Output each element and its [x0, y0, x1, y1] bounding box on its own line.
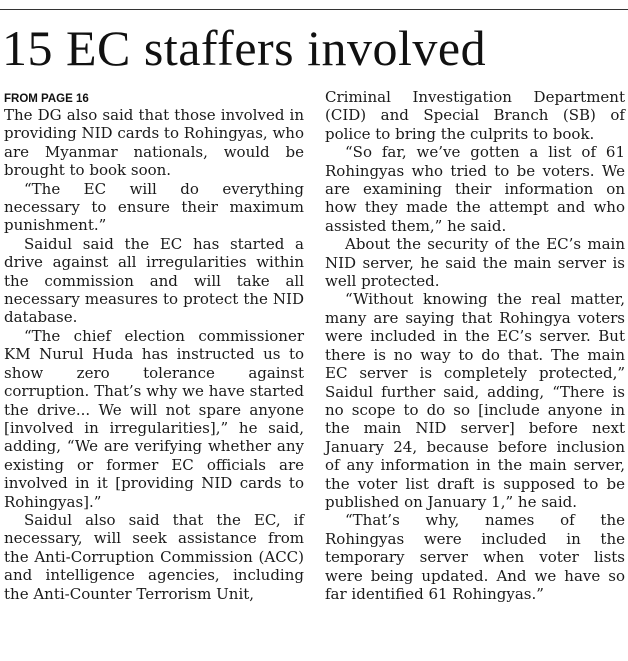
- paragraph: “The EC will do everything necessary to ensure their maximum punishment.”: [4, 179, 304, 235]
- paragraph: “So far, we’ve gotten a list of 61 Rohingyas who tried to be voters. We are examining their information on how they made the attempt and who assisted them,” he said.: [325, 143, 625, 235]
- article-headline: 15 EC staffers involved: [2, 20, 487, 76]
- paragraph: “That’s why, names of the Rohingyas were included in the temporary server when voter lists were being updated. And we have so far identified 61 Rohingyas.”: [325, 511, 625, 603]
- paragraph: Saidul said the EC has started a drive against all irregularities within the commission and will take all necessary measures to protect the NID database.: [4, 234, 304, 327]
- top-rule: [0, 9, 628, 10]
- paragraph: “Without knowing the real matter, many are saying that Rohingya voters were included in the EC’s server. But there is no way to do that. The main EC server is completely protected,” Saidul further said, adding, “There is no scope to do so [include anyone in the main NID server] before next January 24, because before inclusion of any information in the main server, the voter list draft is supposed to be published on January 1,” he said.: [325, 290, 625, 511]
- paragraph: “The chief election commissioner KM Nurul Huda has instructed us to show zero tolerance against corruption. That’s why we have started the drive... We will not spare anyone [involved in irregularities],” he said, adding, “We are verifying whether any existing or former EC officials are involved in it [providing NID cards to Rohingyas].”: [4, 326, 304, 511]
- paragraph: About the security of the EC’s main NID server, he said the main server is well protected.: [325, 235, 625, 291]
- paragraph: The DG also said that those involved in providing NID cards to Rohingyas, who are Myanmar nationals, would be brought to book soon.: [4, 106, 304, 180]
- left-column: [4, 106, 304, 603]
- right-column: [325, 88, 625, 603]
- paragraph: Saidul also said that the EC, if necessary, will seek assistance from the Anti-Corruption Commission (ACC) and intelligence agencies, including the Anti-Counter Terrorism Unit,: [4, 510, 304, 603]
- paragraph: Criminal Investigation Department (CID) and Special Branch (SB) of police to bring the culprits to book.: [325, 88, 625, 143]
- jump-label: FROM PAGE 16: [4, 93, 89, 105]
